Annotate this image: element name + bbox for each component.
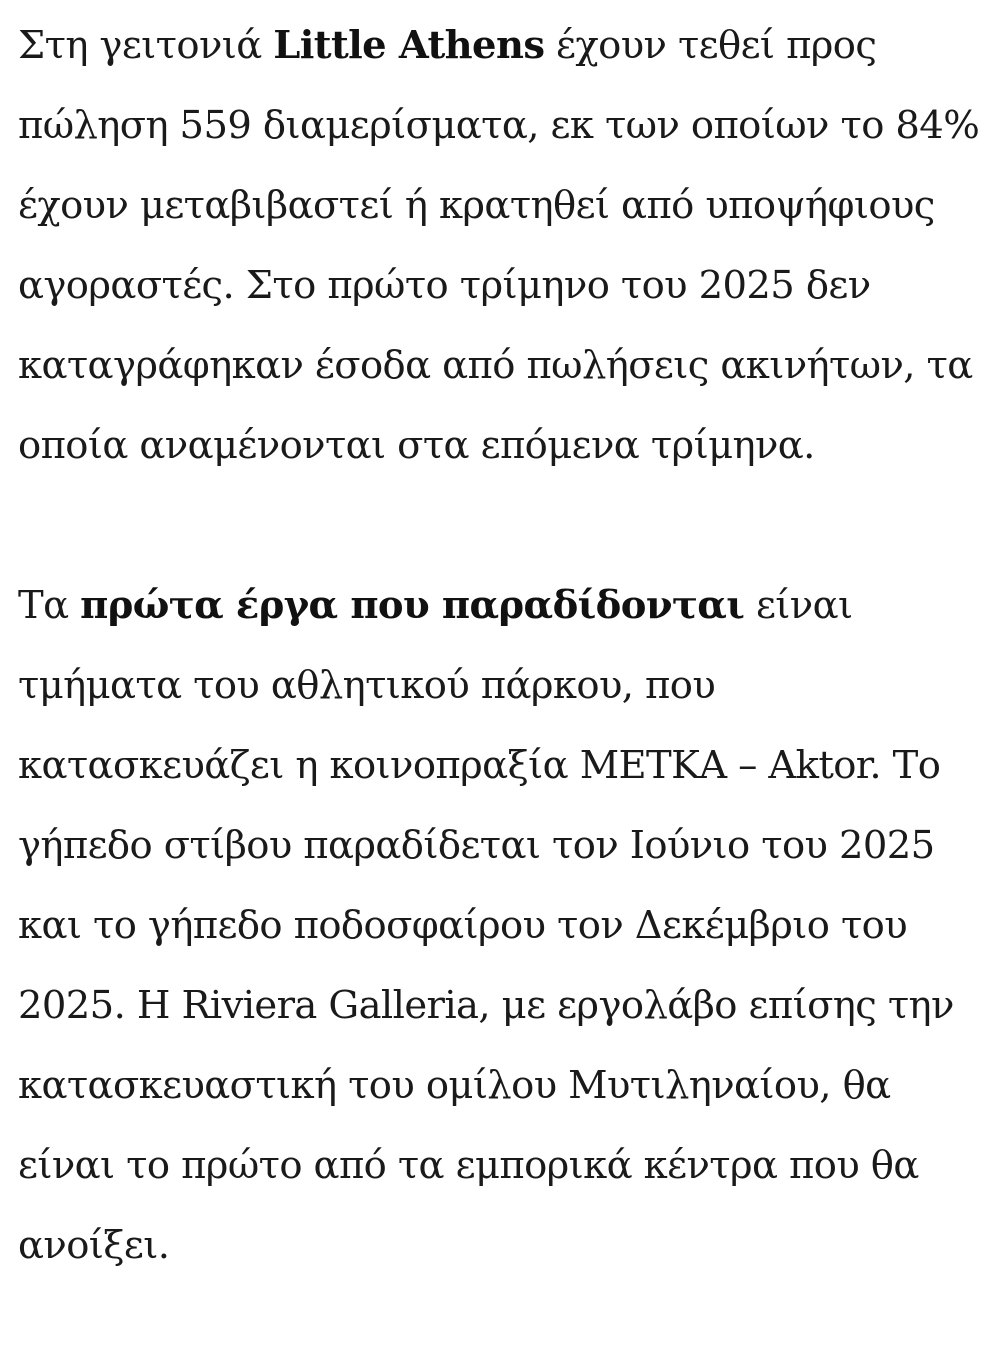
paragraph-2-body: είναι τμήματα του αθλητικού πάρκου, που κατασκευάζει η κοινοπραξία ΜΕΤΚΑ – Aktor. Το γήπεδο στίβου παραδίδεται τον Ιούνιο του 2025 και το γήπεδο ποδοσφαίρου τον Δεκέμβριο του 2025. Η Riviera Galleria, με εργολάβο επίσης την κατασκευαστική του ομίλου Μυτιληναίου, θα είναι το πρώτο από τα εμπορικά κέντρα που θα ανοίξει.: [18, 583, 954, 1268]
paragraph-1-highlight: Little Athens: [273, 23, 545, 68]
paragraph-little-athens-sales: [18, 6, 988, 486]
paragraph-first-deliveries: [18, 566, 988, 1286]
paragraph-2-highlight: πρώτα έργα που παραδίδονται: [80, 583, 745, 628]
paragraph-1-body: έχουν τεθεί προς πώληση 559 διαμερίσματα, εκ των οποίων το 84% έχουν μεταβιβαστεί ή κρατηθεί από υποψήφιους αγοραστές. Στο πρώτο τρίμηνο του 2025 δεν καταγράφηκαν έσοδα από πωλήσεις ακινήτων, τα οποία αναμένονται στα επόμενα τρίμηνα.: [18, 23, 980, 468]
paragraph-2-intro: Τα: [18, 583, 81, 628]
paragraph-1-intro: Στη γειτονιά: [18, 23, 274, 68]
article-body: [18, 6, 988, 1286]
